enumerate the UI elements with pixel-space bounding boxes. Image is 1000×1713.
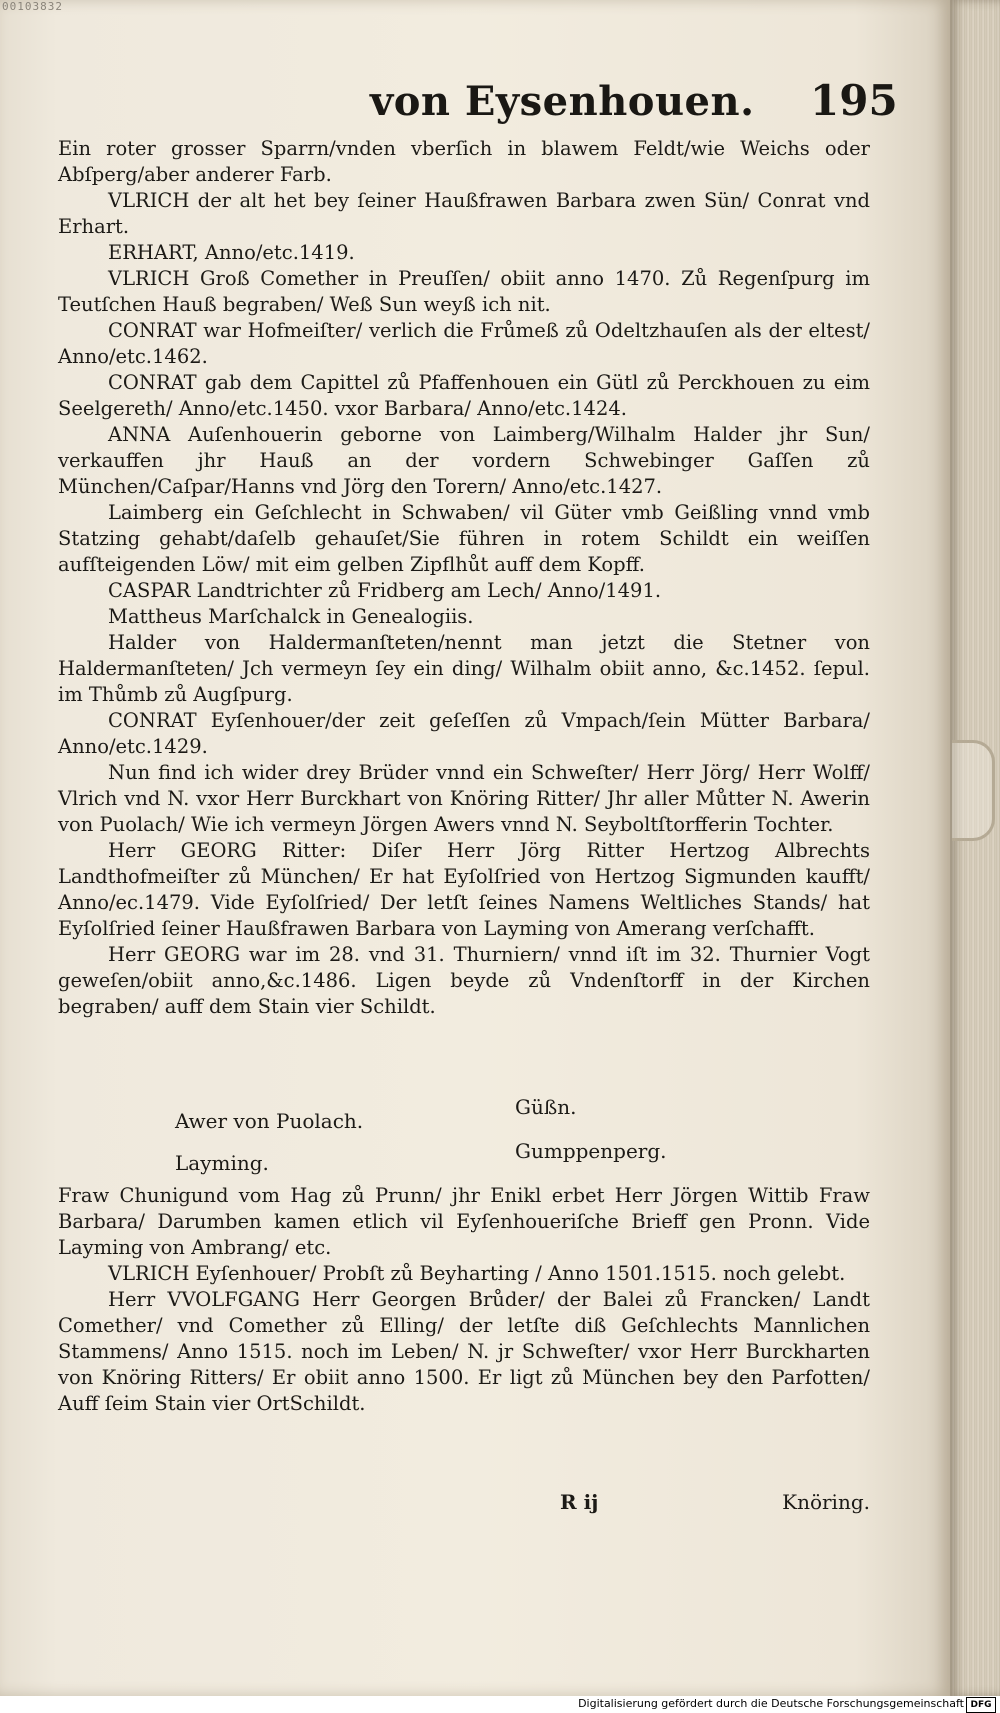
- scan-code: 00103832: [2, 0, 63, 13]
- shield-list: [175, 1095, 775, 1185]
- shield-guessn: Güßn.: [515, 1095, 577, 1119]
- paragraph: CONRAT Eyſenhouer/der zeit geſeſſen zů Vmpach/ſein Mütter Barbara/ Anno/etc.1429.: [58, 709, 870, 758]
- paragraph: Mattheus Marſchalck in Genealogiis.: [108, 605, 474, 628]
- paragraph: VLRICH Eyſenhouer/ Probſt zů Beyharting / Anno 1501.1515. noch gelebt.: [108, 1262, 846, 1285]
- paragraph: CASPAR Landtrichter zů Fridberg am Lech/ Anno/1491.: [108, 579, 662, 602]
- paragraph: ERHART, Anno/etc.1419.: [108, 241, 355, 264]
- paragraph: Herr VVOLFGANG Herr Georgen Brůder/ der Balei zů Francken/ Landt Comether/ vnd Comether zů Elling/ der letſte diß Geſchlechts Mannlichen Stammens/ Anno 1515. noch im Leben/ N. jr Schweſter/ vxor Herr Burckharten von Knöring Ritters/ Er obiit anno 1500. Er ligt zů München bey den Parfotten/ Auff ſeim Stain vier OrtSchildt.: [58, 1288, 870, 1415]
- page-number: 195: [810, 76, 898, 125]
- paragraph: Fraw Chunigund vom Hag zů Prunn/ jhr Enikl erbet Herr Jörgen Wittib Fraw Barbara/ Darumben kamen etlich vil Eyſenhoueriſche Brieff gen Pronn. Vide Layming von Ambrang/ etc.: [58, 1184, 870, 1259]
- paragraph: CONRAT war Hofmeiſter/ verlich die Frůmeß zů Odeltzhauſen als der eltest/ Anno/etc.1462.: [58, 319, 870, 368]
- paragraph: Halder von Haldermanſteten/nennt man jetzt die Stetner von Haldermanſteten/ Jch vermeyn ſey ein ding/ Wilhalm obiit anno, &c.1452. ſepul. im Thůmb zů Augſpurg.: [58, 631, 870, 706]
- catchword: Knöring.: [782, 1490, 870, 1514]
- paragraph: CONRAT gab dem Capittel zů Pfaffenhouen ein Gütl zů Perckhouen zu eim Seelgereth/ Anno/etc.1450. vxor Barbara/ Anno/etc.1424.: [58, 371, 870, 420]
- dfg-logo-icon: DFG: [966, 1697, 996, 1713]
- shield-awer: Awer von Puolach.: [175, 1109, 364, 1133]
- signature-mark: R ij: [560, 1490, 599, 1514]
- paragraph: VLRICH Groß Comether in Preuſſen/ obiit anno 1470. Zů Regenſpurg im Teutſchen Hauß begraben/ Weß Sun weyß ich nit.: [58, 267, 870, 316]
- book-fore-edge: [950, 0, 1000, 1696]
- shield-gumppenperg: Gumppenperg.: [515, 1139, 667, 1163]
- paragraph: Herr GEORG Ritter: Diſer Herr Jörg Ritter Hertzog Albrechts Landthofmeiſter zů München/ Er hat Eyſolſried von Hertzog Sigmunden kaufft/ Anno/ec.1479. Vide Eyſolſried/ Der letſt ſeines Namens Weltliches Stands/ hat Eyſolſried ſeiner Haußfrawen Barbara von Layming von Amerang verſchafft.: [58, 839, 870, 940]
- footer-credit: Digitalisierung gefördert durch die Deutsche Forschungsgemeinschaft: [578, 1697, 964, 1710]
- running-title: von Eysenhouen.: [370, 78, 755, 125]
- paragraph: VLRICH der alt het bey ſeiner Haußfrawen Barbara zwen Sün/ Conrat vnd Erhart.: [58, 189, 870, 238]
- digitization-footer: [0, 1696, 1000, 1713]
- page-clip: [952, 740, 995, 841]
- paragraph: ANNA Auſenhouerin geborne von Laimberg/Wilhalm Halder jhr Sun/ verkauffen jhr Hauß an der vordern Schwebinger Gaſſen zů München/Caſpar/Hanns vnd Jörg den Torern/ Anno/etc.1427.: [58, 423, 870, 498]
- running-head: [370, 76, 898, 138]
- paragraph: Herr GEORG war im 28. vnd 31. Thurniern/ vnnd iſt im 32. Thurnier Vogt geweſen/obiit anno,&c.1486. Ligen beyde zů Vndenſtorff in der Kirchen begraben/ auff dem Stain vier Schildt.: [58, 943, 870, 1018]
- paragraph: Nun find ich wider drey Brüder vnnd ein Schweſter/ Herr Jörg/ Herr Wolff/ Vlrich vnd N. vxor Herr Burckhart von Knöring Ritter/ Jhr aller Můtter N. Awerin von Puolach/ Wie ich vermeyn Jörgen Awers vnnd N. Seyboltſtorfferin Tochter.: [58, 761, 870, 836]
- body-text-upper: [58, 136, 870, 1020]
- body-text-lower: [58, 1183, 870, 1417]
- shield-layming: Layming.: [175, 1151, 269, 1175]
- paragraph: Ein roter grosser Sparrn/vnden vberſich in blawem Feldt/wie Weichs oder Abſperg/aber anderer Farb.: [58, 137, 870, 186]
- paragraph: Laimberg ein Geſchlecht in Schwaben/ vil Güter vmb Geißling vnnd vmb Statzing gehabt/daſelb gehauſet/Sie führen in rotem Schildt ein weiſſen aufſteigenden Löw/ mit eim gelben Zipflhůt auff dem Kopff.: [58, 501, 870, 576]
